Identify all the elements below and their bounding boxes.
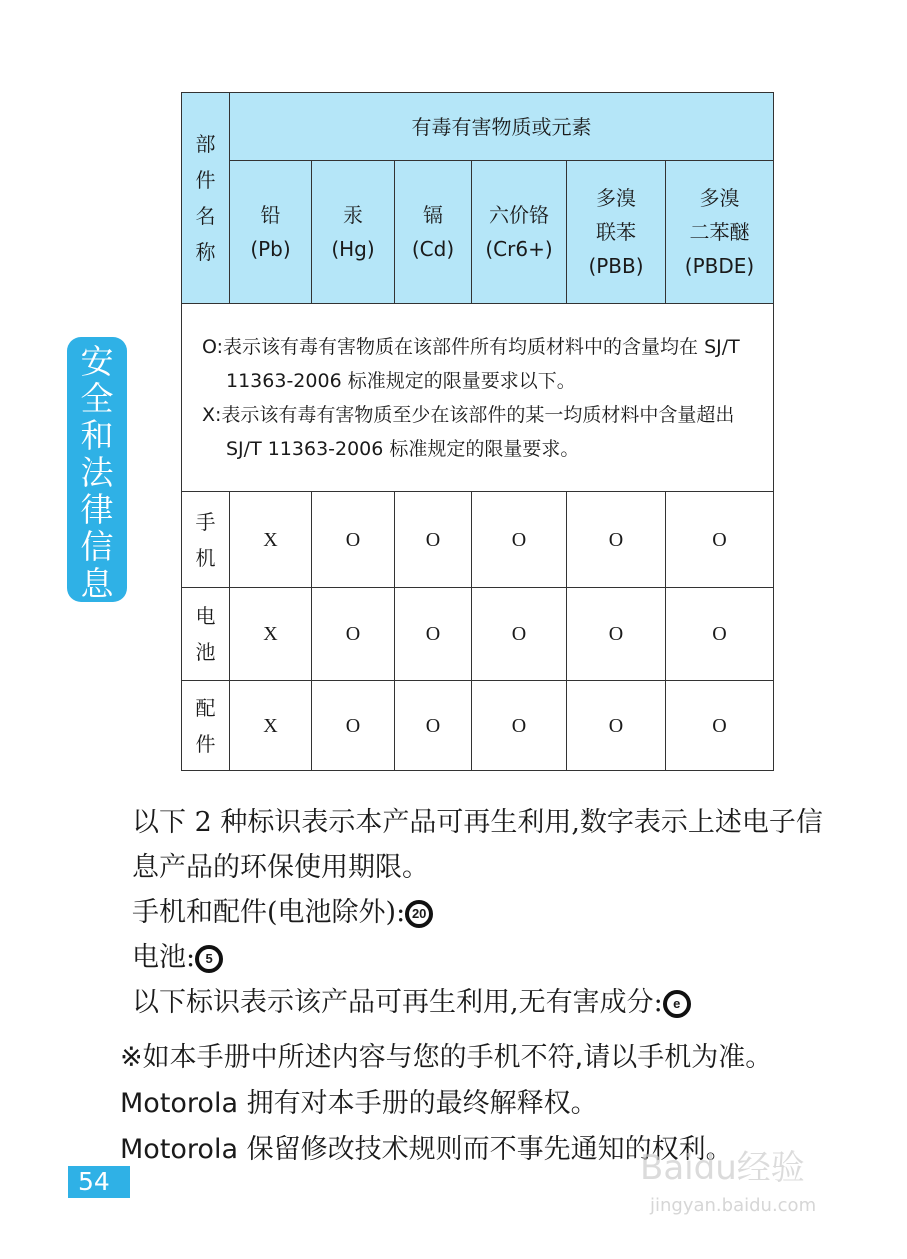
substance-mark-cell: O (395, 681, 472, 771)
substance-mark-cell: O (567, 588, 666, 681)
substance-mark-cell: O (312, 681, 395, 771)
table-row (182, 492, 774, 588)
column-header-line: (PBB) (588, 254, 644, 278)
substance-mark-cell: O (472, 681, 567, 771)
footer-line-2: Motorola 拥有对本手册的最终解释权。 (120, 1088, 598, 1119)
part-name-cell (182, 588, 230, 681)
column-header-line: 多溴 (596, 186, 636, 210)
substance-mark-cell: O (395, 588, 472, 681)
column-header-line: 六价铬 (489, 203, 549, 227)
column-header-line: 二苯醚 (689, 220, 750, 244)
substance-column-header (312, 161, 395, 304)
substance-group-header: 有毒有害物质或元素 (230, 93, 774, 161)
footer-line-1: ※如本手册中所述内容与您的手机不符,请以手机为准。 (120, 1042, 773, 1073)
column-header-line: (Pb) (250, 237, 291, 261)
eco-e-icon: e (663, 990, 691, 1018)
hazardous-substance-table (181, 92, 774, 771)
substance-mark-cell: O (666, 588, 774, 681)
column-header-line: 汞 (343, 203, 363, 227)
substance-mark-cell: O (472, 492, 567, 588)
part-name-cell (182, 681, 230, 771)
side-tab-label: 安全和法律信息 (80, 342, 114, 603)
part-name-header-label: 部件名称 (195, 132, 216, 264)
watermark-url: jingyan.baidu.com (650, 1195, 817, 1216)
substance-mark-cell: O (567, 681, 666, 771)
substance-mark-cell: O (312, 492, 395, 588)
note-x: X:表示该有毒有害物质至少在该部件的某一均质材料中含量超出 SJ/T 11363-2006 标准规定的限量要求。 (202, 403, 735, 460)
column-header-line: (Cd) (411, 237, 455, 261)
recyclable-label: 以下标识表示该产品可再生利用,无有害成分: (132, 987, 663, 1018)
recycle-intro: 以下 2 种标识表示本产品可再生利用,数字表示上述电子信息产品的环保使用期限。 (132, 807, 823, 883)
substance-column-header (472, 161, 567, 304)
phone-accessories-label: 手机和配件(电池除外): (132, 897, 406, 928)
legend-note (182, 304, 774, 492)
table-row (182, 588, 774, 681)
substance-mark-cell: O (567, 492, 666, 588)
column-header-line: 铅 (260, 203, 281, 227)
epup-5-icon: 5 (195, 945, 223, 973)
substance-mark-cell: O (472, 588, 567, 681)
table-row (182, 681, 774, 771)
substance-mark-cell: X (230, 588, 312, 681)
footer-line-3: Motorola 保留修改技术规则而不事先通知的权利。 (120, 1134, 733, 1165)
battery-label: 电池: (132, 942, 196, 973)
column-header-line: (Hg) (331, 237, 375, 261)
column-header-line: 联苯 (596, 220, 636, 244)
part-name-label: 配件 (195, 695, 216, 756)
substance-column-header (230, 161, 312, 304)
substance-column-header (666, 161, 774, 304)
epup-20-icon: 20 (405, 900, 433, 928)
part-name-cell (182, 492, 230, 588)
note-o: O:表示该有毒有害物质在该部件所有均质材料中的含量均在 SJ/T 11363-2006 标准规定的限量要求以下。 (202, 335, 740, 392)
substance-mark-cell: X (230, 681, 312, 771)
substance-mark-cell: X (230, 492, 312, 588)
substance-mark-cell: O (666, 681, 774, 771)
part-name-header (182, 93, 230, 304)
column-header-line: 多溴 (699, 186, 740, 210)
page-number: 54 (68, 1166, 130, 1198)
part-name-label: 手机 (195, 509, 216, 570)
column-header-line: (Cr6+) (485, 237, 553, 261)
substance-column-header (567, 161, 666, 304)
column-header-line: (PBDE) (684, 254, 755, 278)
body-text (132, 800, 832, 1025)
part-name-label: 电池 (195, 604, 216, 664)
substance-mark-cell: O (312, 588, 395, 681)
column-header-line: 镉 (423, 203, 443, 227)
section-side-tab (67, 337, 127, 602)
substance-mark-cell: O (666, 492, 774, 588)
watermark-logo: Baidu经验 (640, 1148, 805, 1188)
substance-column-header (395, 161, 472, 304)
substance-mark-cell: O (395, 492, 472, 588)
